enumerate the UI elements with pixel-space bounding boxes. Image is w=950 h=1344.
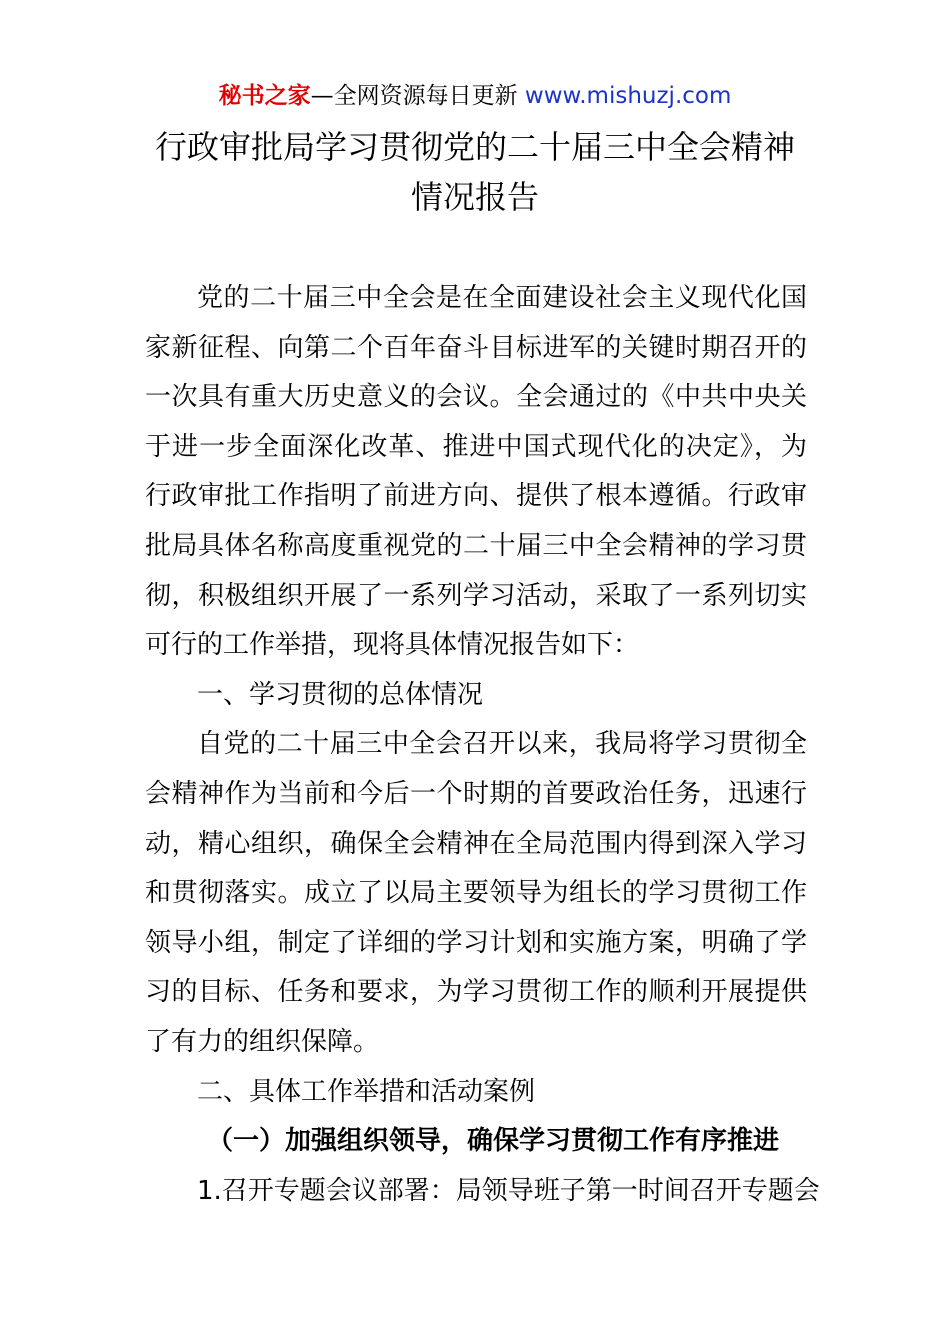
brand-name: 秘书之家	[218, 83, 311, 109]
item-paragraph-1: 1.召开专题会议部署：局领导班子第一时间召开专题会	[197, 1175, 820, 1206]
site-url-link[interactable]: www.mishuzj.com	[524, 83, 732, 109]
document-body	[145, 274, 820, 1216]
site-header	[0, 80, 950, 112]
document-title	[0, 122, 950, 222]
title-line-2: 情况报告	[410, 178, 539, 216]
title-line-1: 行政审批局学习贯彻党的二十届三中全会精神	[154, 128, 795, 166]
section-heading-2: 二、具体工作举措和活动案例	[197, 1076, 536, 1107]
header-tagline: —全网资源每日更新	[310, 83, 525, 109]
intro-paragraph: 党的二十届三中全会是在全面建设社会主义现代化国家新征程、向第二个百年奋斗目标进军的关键时期召开的一次具有重大历史意义的会议。全会通过的《中共中央关于进一步全面深化改革、推进中国式现代化的决定》，为行政审批工作指明了前进方向、提供了根本遵循。行政审批局具体名称高度重视党的二十届三中全会精神的学习贯彻，积极组织开展了一系列学习活动，采取了一系列切实可行的工作举措，现将具体情况报告如下：	[145, 283, 807, 661]
section-heading-1: 一、学习贯彻的总体情况	[197, 679, 484, 710]
subsection-heading-1: （一）加强组织领导，确保学习贯彻工作有序推进	[207, 1126, 780, 1157]
overview-paragraph: 自党的二十届三中全会召开以来，我局将学习贯彻全会精神作为当前和今后一个时期的首要政治任务，迅速行动，精心组织，确保全会精神在全局范围内得到深入学习和贯彻落实。成立了以局主要领导为组长的学习贯彻工作领导小组，制定了详细的学习计划和实施方案，明确了学习的目标、任务和要求，为学习贯彻工作的顺利开展提供了有力的组织保障。	[145, 729, 807, 1057]
